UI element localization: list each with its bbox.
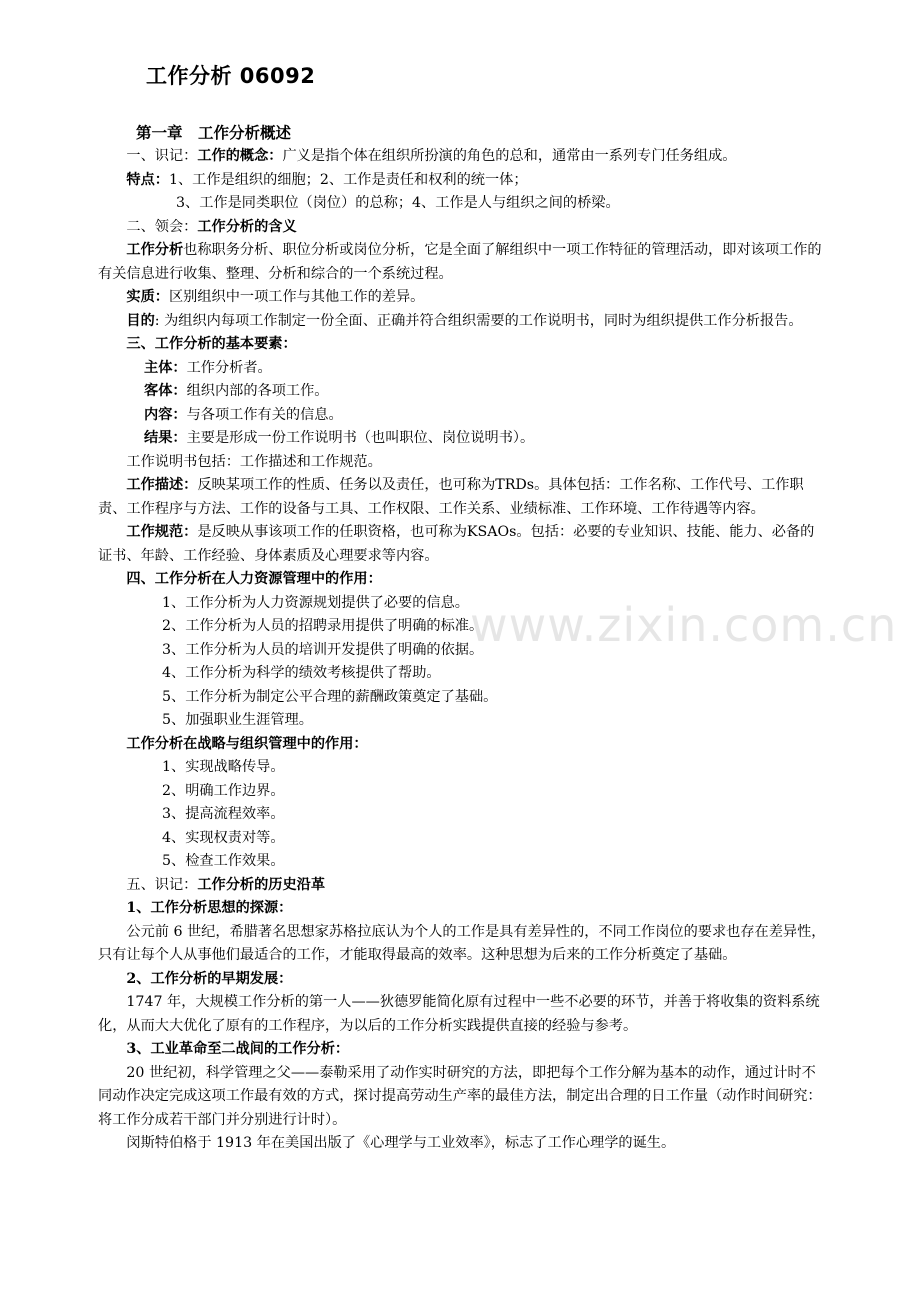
job-description-paragraph bbox=[98, 474, 828, 521]
history-2-text: 1747 年，大规模工作分析的第一人——狄德罗能简化原有过程中一些不必要的环节，并善于将收集的资料系统化，从而大大优化了原有的工作程序，为以后的工作分析实践提供直接的经验与参考。 bbox=[98, 994, 820, 1034]
features-line-1 bbox=[98, 169, 828, 193]
job-description-label: 工作描述： bbox=[126, 477, 198, 493]
section-title: 工作分析的历史沿革 bbox=[197, 876, 326, 893]
section-4-heading: 四、工作分析在人力资源管理中的作用： bbox=[126, 571, 382, 587]
section-prefix: 一、识记： bbox=[126, 148, 198, 164]
job-description-includes: 工作说明书包括：工作描述和工作规范。 bbox=[126, 453, 382, 470]
section-prefix: 二、领会： bbox=[126, 218, 198, 235]
element-object bbox=[98, 380, 828, 404]
history-3-text-2: 闵斯特伯格于 1913 年在美国出版了《心理学与工业效率》，标志了工作心理学的诞生。 bbox=[126, 1135, 676, 1151]
job-description-text: 反映某项工作的性质、任务以及责任，也可称为TRDs。具体包括：工作名称、工作代号、工作职责、工作程序与方法、工作的设备与工具、工作权限、工作关系、业绩标准、工作环境、工作待遇等内容。 bbox=[98, 477, 804, 517]
element-label: 内容： bbox=[144, 406, 187, 423]
section-2-heading bbox=[98, 216, 828, 240]
list-item: 3、工作分析为人员的培训开发提供了明确的依据。 bbox=[162, 641, 484, 658]
job-specification-label: 工作规范： bbox=[126, 524, 198, 540]
history-3-text-1: 20 世纪初，科学管理之父——泰勒采用了动作实时研究的方法，即把每个工作分解为基本的动作，通过计时不同动作决定完成这项工作最有效的方式，探讨提高劳动生产率的最佳方法，制定出合理的日工作量（动作时间研究：将工作分成若干部门并分别进行计时）。 bbox=[98, 1064, 822, 1128]
list-item: 3、提高流程效率。 bbox=[162, 806, 285, 822]
job-specification-paragraph bbox=[98, 521, 828, 568]
history-2-title: 2、工作分析的早期发展： bbox=[126, 970, 293, 987]
element-subject bbox=[98, 357, 828, 381]
section-prefix: 五、识记： bbox=[126, 876, 198, 893]
term: 工作分析 bbox=[126, 242, 184, 258]
list-item: 5、工作分析为制定公平合理的薪酬政策奠定了基础。 bbox=[162, 688, 498, 705]
history-3-title: 3、工业革命至二战间的工作分析： bbox=[126, 1041, 350, 1057]
element-result bbox=[98, 427, 828, 451]
element-text: 与各项工作有关的信息。 bbox=[186, 406, 343, 423]
list-item: 1、实现战略传导。 bbox=[162, 759, 285, 775]
features-label: 特点： bbox=[126, 171, 169, 188]
definition-text: 也称职务分析、职位分析或岗位分析，它是全面了解组织中一项工作特征的管理活动，即对该项工作的有关信息进行收集、整理、分析和综合的一个系统过程。 bbox=[98, 242, 822, 282]
watermark: www.zixin.com.cn bbox=[470, 598, 898, 652]
element-content bbox=[98, 404, 828, 428]
features-text-1: 1、工作是组织的细胞；2、工作是责任和权利的统一体； bbox=[168, 171, 528, 188]
chapter-title: 第一章 工作分析概述 bbox=[136, 123, 292, 142]
definition-text: 广义是指个体在组织所扮演的角色的总和，通常由一系列专门任务组成。 bbox=[282, 148, 737, 164]
job-specification-text: 是反映从事该项工作的任职资格，也可称为KSAOs。包括：必要的专业知识、技能、能力、必备的证书、年龄、工作经验、身体素质及心理要求等内容。 bbox=[98, 524, 815, 564]
element-label: 结果： bbox=[144, 430, 187, 446]
list-item: 2、明确工作边界。 bbox=[162, 782, 285, 799]
list-item: 2、工作分析为人员的招聘录用提供了明确的标准。 bbox=[162, 618, 484, 634]
list-item: 1、工作分析为人力资源规划提供了必要的信息。 bbox=[162, 594, 469, 611]
element-text: 组织内部的各项工作。 bbox=[186, 383, 329, 399]
element-label: 主体： bbox=[144, 359, 187, 376]
document-body bbox=[98, 121, 828, 1156]
document-title: 工作分析 06092 bbox=[146, 64, 316, 88]
element-text: 工作分析者。 bbox=[186, 359, 272, 376]
list-item: 5、检查工作效果。 bbox=[162, 853, 285, 869]
essence-label: 实质： bbox=[126, 289, 169, 305]
purpose-text: : 为组织内每项工作制定一份全面、正确并符合组织需要的工作说明书，同时为组织提供工作分析报告。 bbox=[154, 312, 803, 329]
essence-text: 区别组织中一项工作与其他工作的差异。 bbox=[168, 289, 425, 305]
purpose-paragraph bbox=[98, 310, 828, 334]
features-line-2: 3、工作是同类职位（岗位）的总称；4、工作是人与组织之间的桥梁。 bbox=[176, 195, 620, 211]
element-label: 客体： bbox=[144, 383, 187, 399]
list-item: 4、工作分析为科学的绩效考核提供了帮助。 bbox=[162, 665, 441, 681]
definition-paragraph bbox=[98, 239, 828, 286]
purpose-label: 目的 bbox=[126, 312, 155, 329]
essence-paragraph bbox=[98, 286, 828, 310]
list-item: 4、实现权责对等。 bbox=[162, 829, 285, 846]
history-1-text: 公元前 6 世纪，希腊著名思想家苏格拉底认为个人的工作是具有差异性的，不同工作岗位的要求也存在差异性，只有让每个人从事他们最适合的工作，才能取得最高的效率。这种思想为后来的工作分析奠定了基础。 bbox=[98, 923, 826, 963]
element-text: 主要是形成一份工作说明书（也叫职位、岗位说明书）。 bbox=[186, 430, 535, 446]
section-5-heading bbox=[98, 874, 828, 898]
term: 工作的概念： bbox=[197, 148, 283, 164]
section-3-heading: 三、工作分析的基本要素： bbox=[126, 336, 297, 352]
section-title: 工作分析的含义 bbox=[197, 218, 297, 235]
strategy-heading: 工作分析在战略与组织管理中的作用： bbox=[126, 735, 368, 752]
section-1-concept bbox=[98, 145, 828, 169]
list-item: 5、加强职业生涯管理。 bbox=[162, 712, 313, 728]
history-1-title: 1、工作分析思想的探源： bbox=[126, 900, 293, 916]
